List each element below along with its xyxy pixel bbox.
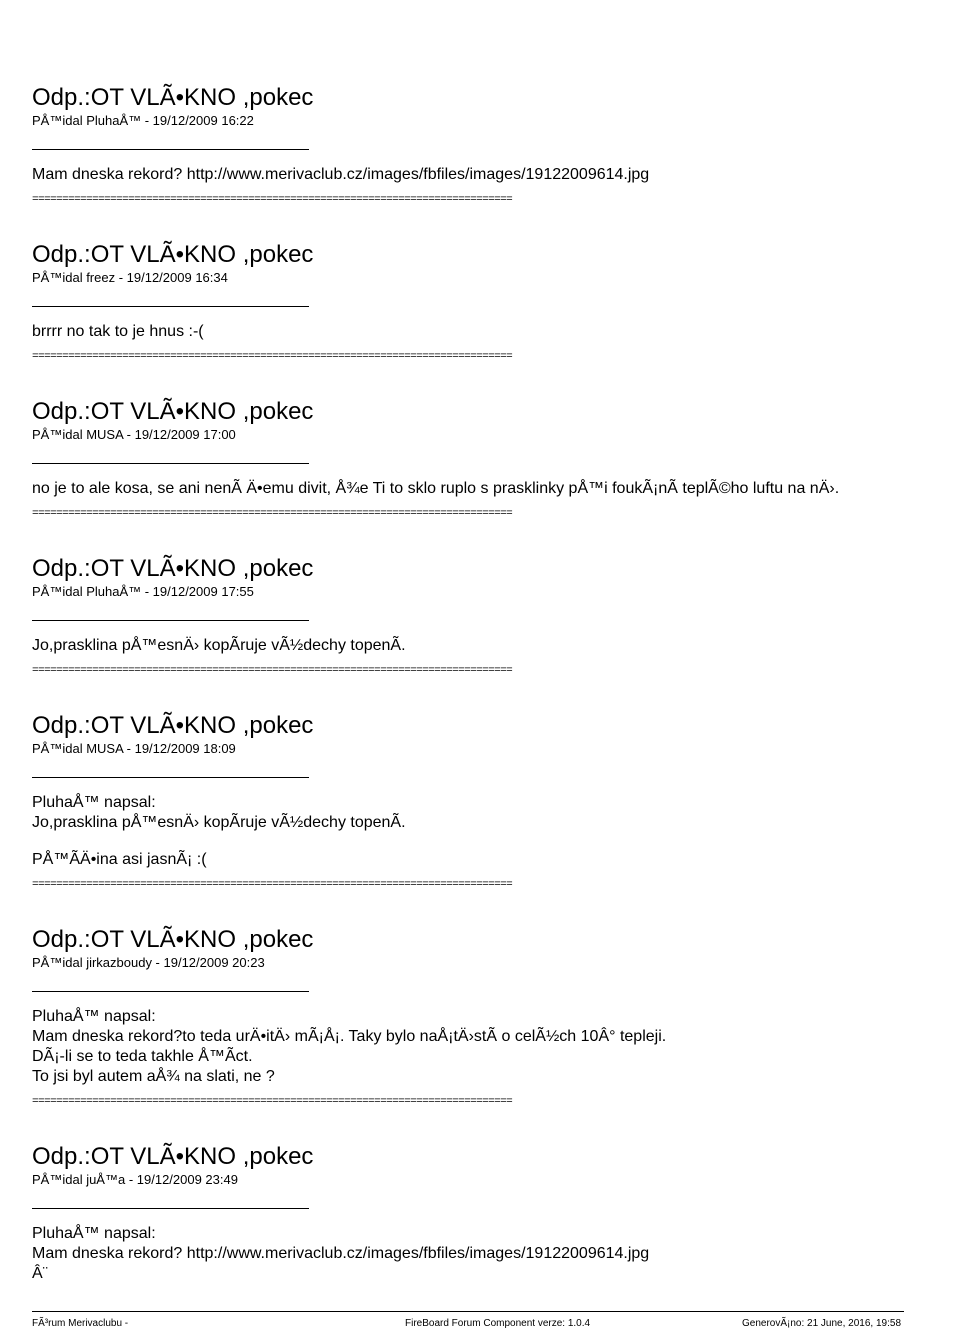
post-title: Odp.:OT VLÃ•KNO ,pokec (32, 926, 314, 953)
post-meta: PÅ™idal MUSA - 19/12/2009 17:00 (32, 427, 236, 442)
page-footer (32, 1311, 904, 1329)
post-body-line: no je to ale kosa, se ani nenÃ Ä•emu divit, Å¾e Ti to sklo ruplo s prasklinky pÅ™i foukÃ¡nÃ teplÃ©ho luftu na nÄ›. (32, 480, 840, 497)
post-title: Odp.:OT VLÃ•KNO ,pokec (32, 555, 314, 582)
post-separator: ================================================================================ (32, 879, 513, 891)
post-title: Odp.:OT VLÃ•KNO ,pokec (32, 241, 314, 268)
post-body-line: Jo,prasklina pÅ™esnÄ› kopÃruje vÃ½dechy topenÃ. (32, 637, 406, 654)
post-meta: PÅ™idal MUSA - 19/12/2009 18:09 (32, 741, 236, 756)
forum-post (32, 1143, 932, 1284)
quote-author: PluhaÅ™ napsal: (32, 1225, 156, 1242)
quote-author: PluhaÅ™ napsal: (32, 1008, 156, 1025)
post-divider (32, 991, 309, 992)
quote-line: Mam dneska rekord? http://www.merivaclub.cz/images/fbfiles/images/19122009614.jpg (32, 1245, 650, 1262)
post-divider (32, 463, 309, 464)
post-divider (32, 149, 309, 150)
quote-line: Mam dneska rekord?to teda urÄ•itÄ› mÃ¡Å¡. Taky bylo naÅ¡tÄ›stÃ o celÃ½ch 10Â° tepleji. (32, 1028, 667, 1045)
forum-post (32, 712, 932, 892)
forum-post (32, 555, 932, 678)
post-divider (32, 306, 309, 307)
post-separator: ================================================================================ (32, 665, 513, 677)
forum-thread (32, 84, 932, 1284)
post-body-line: PÅ™ÃÄ•ina asi jasnÃ¡ :( (32, 851, 207, 868)
post-meta: PÅ™idal juÅ™a - 19/12/2009 23:49 (32, 1172, 238, 1187)
post-title: Odp.:OT VLÃ•KNO ,pokec (32, 84, 314, 111)
post-meta: PÅ™idal freez - 19/12/2009 16:34 (32, 270, 228, 285)
post-title: Odp.:OT VLÃ•KNO ,pokec (32, 398, 314, 425)
quote-line: Â¨ (32, 1265, 48, 1282)
post-title: Odp.:OT VLÃ•KNO ,pokec (32, 1143, 314, 1170)
footer-forum-name: FÃ³rum Merivaclubu - (32, 1318, 129, 1329)
forum-post (32, 84, 932, 207)
post-divider (32, 777, 309, 778)
post-separator: ================================================================================ (32, 1096, 513, 1108)
post-title: Odp.:OT VLÃ•KNO ,pokec (32, 712, 314, 739)
forum-post (32, 398, 932, 521)
quote-line: To jsi byl autem aÅ¾ na slati, ne ? (32, 1068, 275, 1085)
forum-post (32, 241, 932, 364)
post-body-line: Mam dneska rekord? http://www.merivaclub.cz/images/fbfiles/images/19122009614.jpg (32, 166, 650, 183)
post-meta: PÅ™idal jirkazboudy - 19/12/2009 20:23 (32, 955, 265, 970)
quote-line: Jo,prasklina pÅ™esnÄ› kopÃruje vÃ½dechy topenÃ. (32, 814, 406, 831)
post-divider (32, 620, 309, 621)
post-separator: ================================================================================ (32, 194, 513, 206)
forum-post (32, 926, 932, 1109)
post-body-line: brrrr no tak to je hnus :-( (32, 323, 204, 340)
quote-line: DÃ¡-li se to teda takhle Å™Ãct. (32, 1048, 253, 1065)
footer-component-version: FireBoard Forum Component verze: 1.0.4 (405, 1318, 591, 1329)
post-meta: PÅ™idal PluhaÅ™ - 19/12/2009 17:55 (32, 584, 254, 599)
quote-author: PluhaÅ™ napsal: (32, 794, 156, 811)
footer-generated-date: GenerovÃ¡no: 21 June, 2016, 19:58 (742, 1318, 902, 1329)
post-separator: ================================================================================ (32, 351, 513, 363)
post-meta: PÅ™idal PluhaÅ™ - 19/12/2009 16:22 (32, 113, 254, 128)
post-divider (32, 1208, 309, 1209)
post-separator: ================================================================================ (32, 508, 513, 520)
